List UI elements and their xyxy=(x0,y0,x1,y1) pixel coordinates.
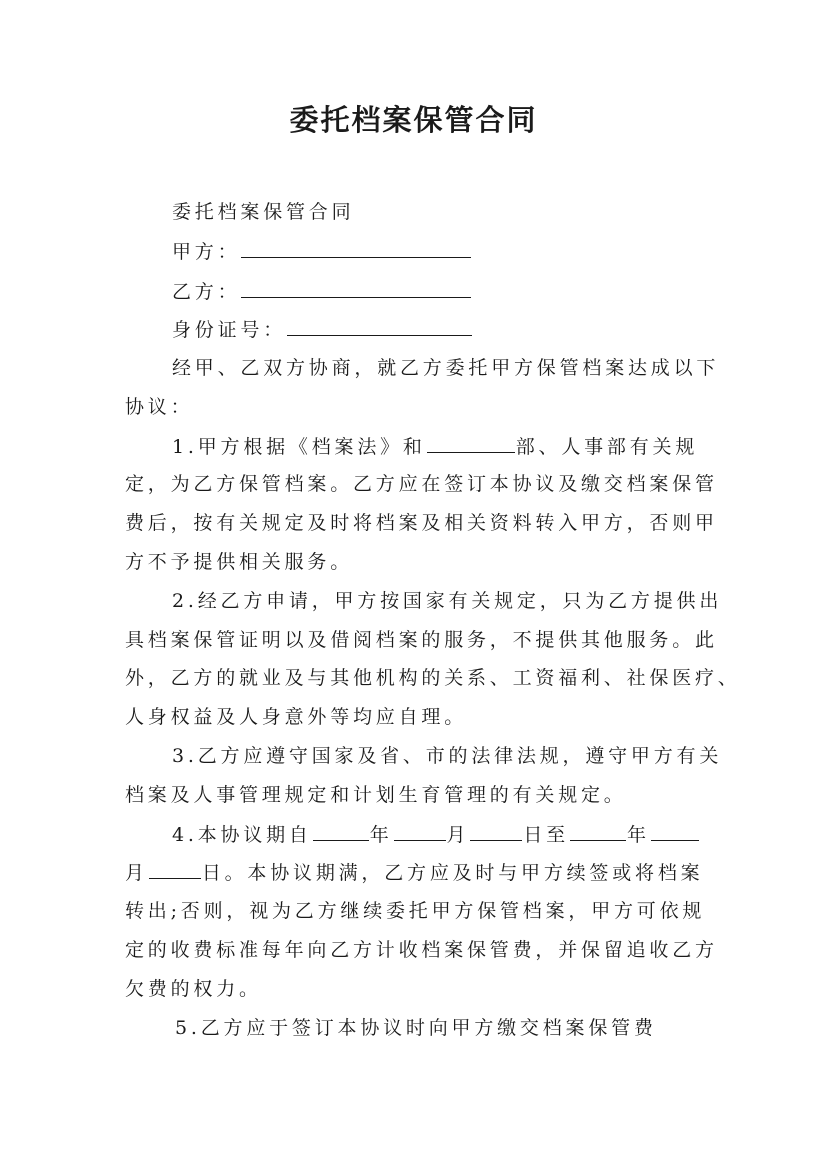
clause-4-line-3 xyxy=(125,897,705,925)
party-b-blank xyxy=(241,277,471,298)
clause-4-line-2 xyxy=(125,858,705,887)
party-a-blank xyxy=(241,237,471,258)
intro-line-1 xyxy=(125,354,752,382)
clause-3-line-1 xyxy=(125,742,752,770)
clause-3-text-a: 3.乙方应遵守国家及省、市的法律法规，遵守甲方有关 xyxy=(172,745,723,767)
clause-4-line-5 xyxy=(125,975,705,1003)
party-a-label: 甲方： xyxy=(172,241,241,263)
clause-3-line-2 xyxy=(125,781,705,809)
clause-2-line-4 xyxy=(125,703,705,731)
start-day-blank xyxy=(470,820,522,841)
clause-1-blank xyxy=(427,432,515,453)
day-to-label: 日至 xyxy=(523,824,569,846)
clause-4-text-b: 日。本协议期满，乙方应及时与甲方续签或将档案 xyxy=(201,862,704,884)
id-number-blank xyxy=(287,315,472,336)
party-a-line xyxy=(125,237,752,266)
clause-3-text-b: 档案及人事管理规定和计划生育管理的有关规定。 xyxy=(125,784,627,806)
clause-1-text-b: 部、人事部有关规 xyxy=(515,436,699,458)
clause-5-line-1 xyxy=(128,1014,755,1042)
intro-text-2: 协议： xyxy=(125,396,194,418)
party-b-label: 乙方： xyxy=(172,281,241,303)
clause-4-text-c: 转出;否则，视为乙方继续委托甲方保管档案，甲方可依规 xyxy=(125,900,706,922)
end-day-blank xyxy=(149,858,201,879)
clause-2-line-3 xyxy=(125,664,741,692)
clause-5-text-a: 5.乙方应于签订本协议时向甲方缴交档案保管费 xyxy=(175,1017,657,1039)
clause-2-text-d: 人身权益及人身意外等均应自理。 xyxy=(125,706,468,728)
clause-1-line-1 xyxy=(125,432,752,461)
clause-1-line-3 xyxy=(125,509,718,537)
clause-2-line-2 xyxy=(125,626,718,654)
clause-1-text-d: 费后，按有关规定及时将档案及相关资料转入甲方，否则甲 xyxy=(125,512,718,534)
month-label-2: 月 xyxy=(125,862,148,884)
clause-4-text-d: 定的收费标准每年向乙方计收档案保管费，并保留追收乙方 xyxy=(125,939,718,961)
clause-2-line-1 xyxy=(125,587,752,615)
party-b-line xyxy=(125,277,752,306)
clause-4-line-1 xyxy=(125,820,752,849)
intro-text-1: 经甲、乙双方协商，就乙方委托甲方保管档案达成以下 xyxy=(172,357,720,379)
id-number-line xyxy=(125,315,752,344)
clause-4-text-e: 欠费的权力。 xyxy=(125,978,262,1000)
clause-2-text-a: 2.经乙方申请，甲方按国家有关规定，只为乙方提供出 xyxy=(172,590,723,612)
year-label-1: 年 xyxy=(369,824,393,846)
month-label-1: 月 xyxy=(446,824,470,846)
end-month-blank-a xyxy=(651,820,699,841)
clause-1-text-a: 1.甲方根据《档案法》和 xyxy=(172,436,426,458)
start-month-blank xyxy=(394,820,446,841)
start-year-blank xyxy=(313,820,369,841)
intro-line-2 xyxy=(125,393,705,421)
clause-1-text-c: 定，为乙方保管档案。乙方应在签订本协议及缴交档案保管 xyxy=(125,473,718,495)
clause-1-line-4 xyxy=(125,548,705,576)
end-year-blank xyxy=(570,820,626,841)
year-label-2: 年 xyxy=(626,824,650,846)
clause-1-line-2 xyxy=(125,470,718,498)
contract-name: 委托档案保管合同 xyxy=(172,201,355,223)
clause-2-text-b: 具档案保管证明以及借阅档案的服务，不提供其他服务。此 xyxy=(125,629,718,651)
id-number-label: 身份证号： xyxy=(172,319,287,341)
clause-1-text-e: 方不予提供相关服务。 xyxy=(125,551,354,573)
document-title: 委托档案保管合同 xyxy=(289,103,538,137)
contract-name-line xyxy=(125,198,752,226)
clause-2-text-c: 外，乙方的就业及与其他机构的关系、工资福利、社保医疗、 xyxy=(125,667,741,689)
clause-4-text-a: 4.本协议期自 xyxy=(172,824,312,846)
clause-4-line-4 xyxy=(125,936,718,964)
